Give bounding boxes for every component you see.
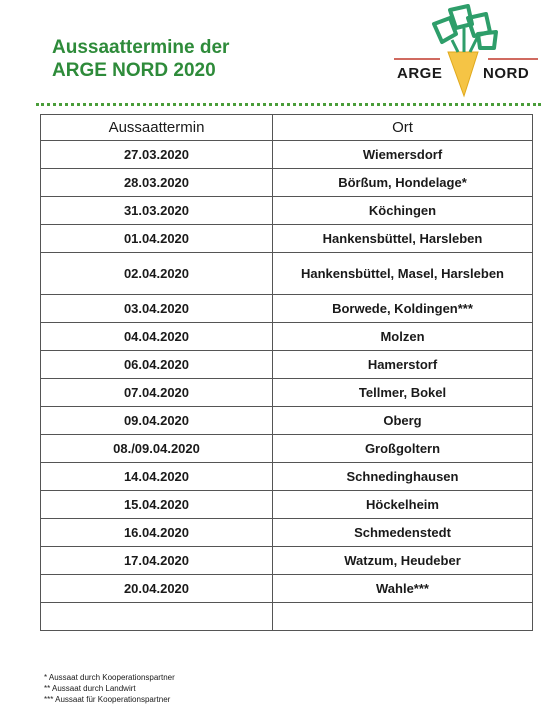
date-cell: 14.04.2020 (41, 463, 273, 491)
location-cell: Wiemersdorf (273, 141, 533, 169)
date-cell: 01.04.2020 (41, 225, 273, 253)
logo-text-left: ARGE (397, 65, 443, 82)
location-cell: Köchingen (273, 197, 533, 225)
date-cell: 02.04.2020 (41, 253, 273, 295)
table-row-empty (41, 603, 533, 631)
date-cell: 03.04.2020 (41, 295, 273, 323)
footnotes (44, 672, 175, 705)
location-cell: Hamerstorf (273, 351, 533, 379)
location-cell: Wahle*** (273, 575, 533, 603)
location-cell: Hankensbüttel, Masel, Harsleben (273, 253, 533, 295)
footnote-3: *** Aussaat für Kooperationspartner (44, 695, 171, 704)
date-cell: 27.03.2020 (41, 141, 273, 169)
location-cell: Oberg (273, 407, 533, 435)
location-cell: Tellmer, Bokel (273, 379, 533, 407)
location-cell: Großgoltern (273, 435, 533, 463)
table-row (41, 351, 533, 379)
date-cell: 06.04.2020 (41, 351, 273, 379)
page-title (52, 36, 229, 82)
carrot-logo-icon (392, 4, 542, 98)
location-cell: Schmedenstedt (273, 519, 533, 547)
logo-text-right: NORD (483, 65, 530, 82)
table-row (41, 547, 533, 575)
date-cell: 04.04.2020 (41, 323, 273, 351)
table-row (41, 407, 533, 435)
table-row (41, 323, 533, 351)
date-cell: 09.04.2020 (41, 407, 273, 435)
location-cell: Molzen (273, 323, 533, 351)
date-cell: 17.04.2020 (41, 547, 273, 575)
table-row (41, 491, 533, 519)
date-cell (41, 603, 273, 631)
date-cell: 20.04.2020 (41, 575, 273, 603)
table-row (41, 169, 533, 197)
table-row (41, 295, 533, 323)
location-cell: Börßum, Hondelage* (273, 169, 533, 197)
title-line-2: ARGE NORD 2020 (52, 60, 216, 81)
location-cell: Hankensbüttel, Harsleben (273, 225, 533, 253)
table-row (41, 253, 533, 295)
title-line-1: Aussaattermine der (52, 37, 230, 58)
column-header-date: Aussaattermin (41, 115, 273, 141)
table-row (41, 519, 533, 547)
table-row (41, 463, 533, 491)
sowing-schedule-table (40, 114, 533, 631)
date-cell: 28.03.2020 (41, 169, 273, 197)
location-cell (273, 603, 533, 631)
location-cell: Borwede, Koldingen*** (273, 295, 533, 323)
location-cell: Schnedinghausen (273, 463, 533, 491)
date-cell: 31.03.2020 (41, 197, 273, 225)
table-row (41, 225, 533, 253)
date-cell: 07.04.2020 (41, 379, 273, 407)
date-cell: 08./09.04.2020 (41, 435, 273, 463)
location-cell: Watzum, Heudeber (273, 547, 533, 575)
arge-nord-logo (392, 4, 542, 98)
table-row (41, 575, 533, 603)
footnote-1: * Aussaat durch Kooperationspartner (44, 673, 175, 682)
footnote-2: ** Aussaat durch Landwirt (44, 684, 136, 693)
table-row (41, 197, 533, 225)
column-header-location: Ort (273, 115, 533, 141)
table-row (41, 379, 533, 407)
date-cell: 15.04.2020 (41, 491, 273, 519)
table-row (41, 141, 533, 169)
table-row (41, 435, 533, 463)
table-header-row (41, 115, 533, 141)
location-cell: Höckelheim (273, 491, 533, 519)
dotted-divider (36, 103, 541, 106)
date-cell: 16.04.2020 (41, 519, 273, 547)
